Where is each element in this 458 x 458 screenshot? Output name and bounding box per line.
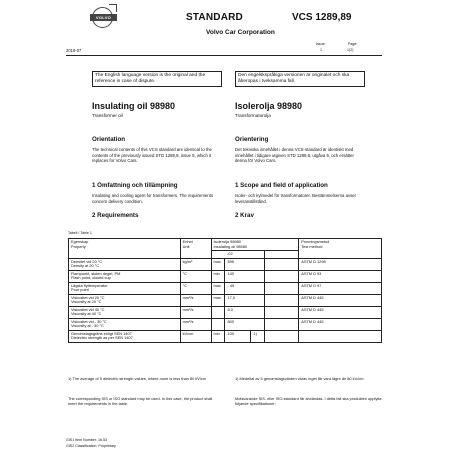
swedish-title: Isolerolja 98980 (235, 101, 303, 111)
table-row: Viskositet vid 40 °C Viscosity at 40 °C mm²/s 8,0 ASTM D 445 (69, 306, 382, 318)
header-divider (66, 55, 382, 56)
table-row: Genomslagsgräns enligt SEN 1407 Dielectric strength as per SEN 1407 kV/cm min 100 1) (69, 330, 382, 342)
header-oil: Isolerolja 98980 Insulating oil 98980 (211, 239, 299, 251)
scope-text-sv: Insulating and cooling agent for transformers. The requirements concern delivery condition. (92, 193, 214, 204)
issue-label: Issue: (316, 42, 326, 46)
item-number: GIS1 Item Number: 16,53 (66, 438, 107, 442)
english-subtitle: Transformer oil (92, 113, 123, 118)
page-label: Page: (348, 42, 358, 46)
volvo-logo-icon (92, 7, 113, 28)
orientation-text-sv: Det tekniska innehållet i denna VCS-standard är identiskt med innehållet i tidigare utgiven STD 1289,8, utgåva 5, och ersätter denna för Volvo Cars. (235, 147, 354, 164)
header-method: Provningsmetod Test method (299, 239, 382, 259)
orientation-text-en: The technical contents of this VCS standard are identical to the contents of the previously issued STD 1289,8, issue 5, which it replaces for Volvo Cars. (92, 147, 212, 164)
issue-date: 2019-07 (66, 48, 82, 53)
header-property: Egenskap Property (69, 239, 181, 259)
scope-heading-sv: 1 Omfattning och tillämpning (92, 182, 178, 189)
table-caption: Tabell / Table 1 (68, 231, 92, 235)
scope-text-en: Isoler- och kylmedel för transformatorer. Bestämmelserna avser leveranstillstånd. (235, 193, 357, 204)
table-row: Lägsta flyttemperatur Pour point °C max - 45 ASTM D 97 (69, 282, 382, 294)
document-type: STANDARD (186, 12, 243, 23)
specification-table (68, 238, 382, 343)
table-header-row (69, 239, 382, 251)
classification: GIS2 Classification: Proprietary (66, 444, 116, 448)
swedish-subtitle: Transformatorolja (235, 113, 271, 118)
footnote-1-en: 1) The average of 5 dielectric strength values, where none is less than 80 kV/cm (68, 376, 207, 381)
footnote-2-en: The corresponding SIS or ISO standard may be used. In this case, the product shall meet the requirements in the table. (68, 396, 213, 406)
logo-text: VOLVO (90, 14, 117, 21)
table-row: Flampunkt, sluten degel, PM Flash point, closed cup °C min 140 ASTM D 93 (69, 270, 382, 282)
english-title: Insulating oil 98980 (92, 101, 176, 111)
issue-value: 1 (320, 48, 322, 52)
footnote-1-sv: 1) Medeltal av 5 genomslagsvärden varav inget får vara lägre än 80 kV/cm (235, 376, 364, 381)
header-unit: Enhet Unit (180, 239, 211, 259)
corporation-name: Volvo Car Corporation (206, 29, 275, 36)
orientation-heading-en: Orientation (92, 136, 126, 143)
requirements-heading-sv: 2 Krav (235, 212, 254, 219)
table-row: Viskositet vid 20 °C Viscosity at 20 °C mm²/s max 17,0 ASTM D 445 (69, 294, 382, 306)
scope-heading-en: 1 Scope and field of application (235, 182, 328, 189)
header-oil-grade: -02 (225, 251, 265, 259)
footnote-2-sv: Motsvarande SIS- eller ISO-standard får användas. I detta fall ska produkten uppfylla följande specifikationer: (235, 396, 382, 406)
english-notice: The English language version is the original and the reference in case of dispute. (92, 71, 222, 87)
swedish-notice: Den engelskspråkiga versionen är originalet och ska åberopas i tveksamma fall. (235, 71, 365, 87)
orientation-heading-sv: Orientering (235, 136, 269, 143)
page-value: 1(2) (347, 48, 354, 52)
standard-number: VCS 1289,89 (292, 12, 352, 23)
table-row: Viskositet vid - 30 °C Viscosity at - 30 °C mm²/s 800 ASTM D 445 (69, 318, 382, 330)
table-row: Densitet vid 20 °C Density at 20 °C kg/m³ max 895 ASTM D 1298 (69, 258, 382, 270)
requirements-heading-en: 2 Requirements (92, 212, 139, 219)
